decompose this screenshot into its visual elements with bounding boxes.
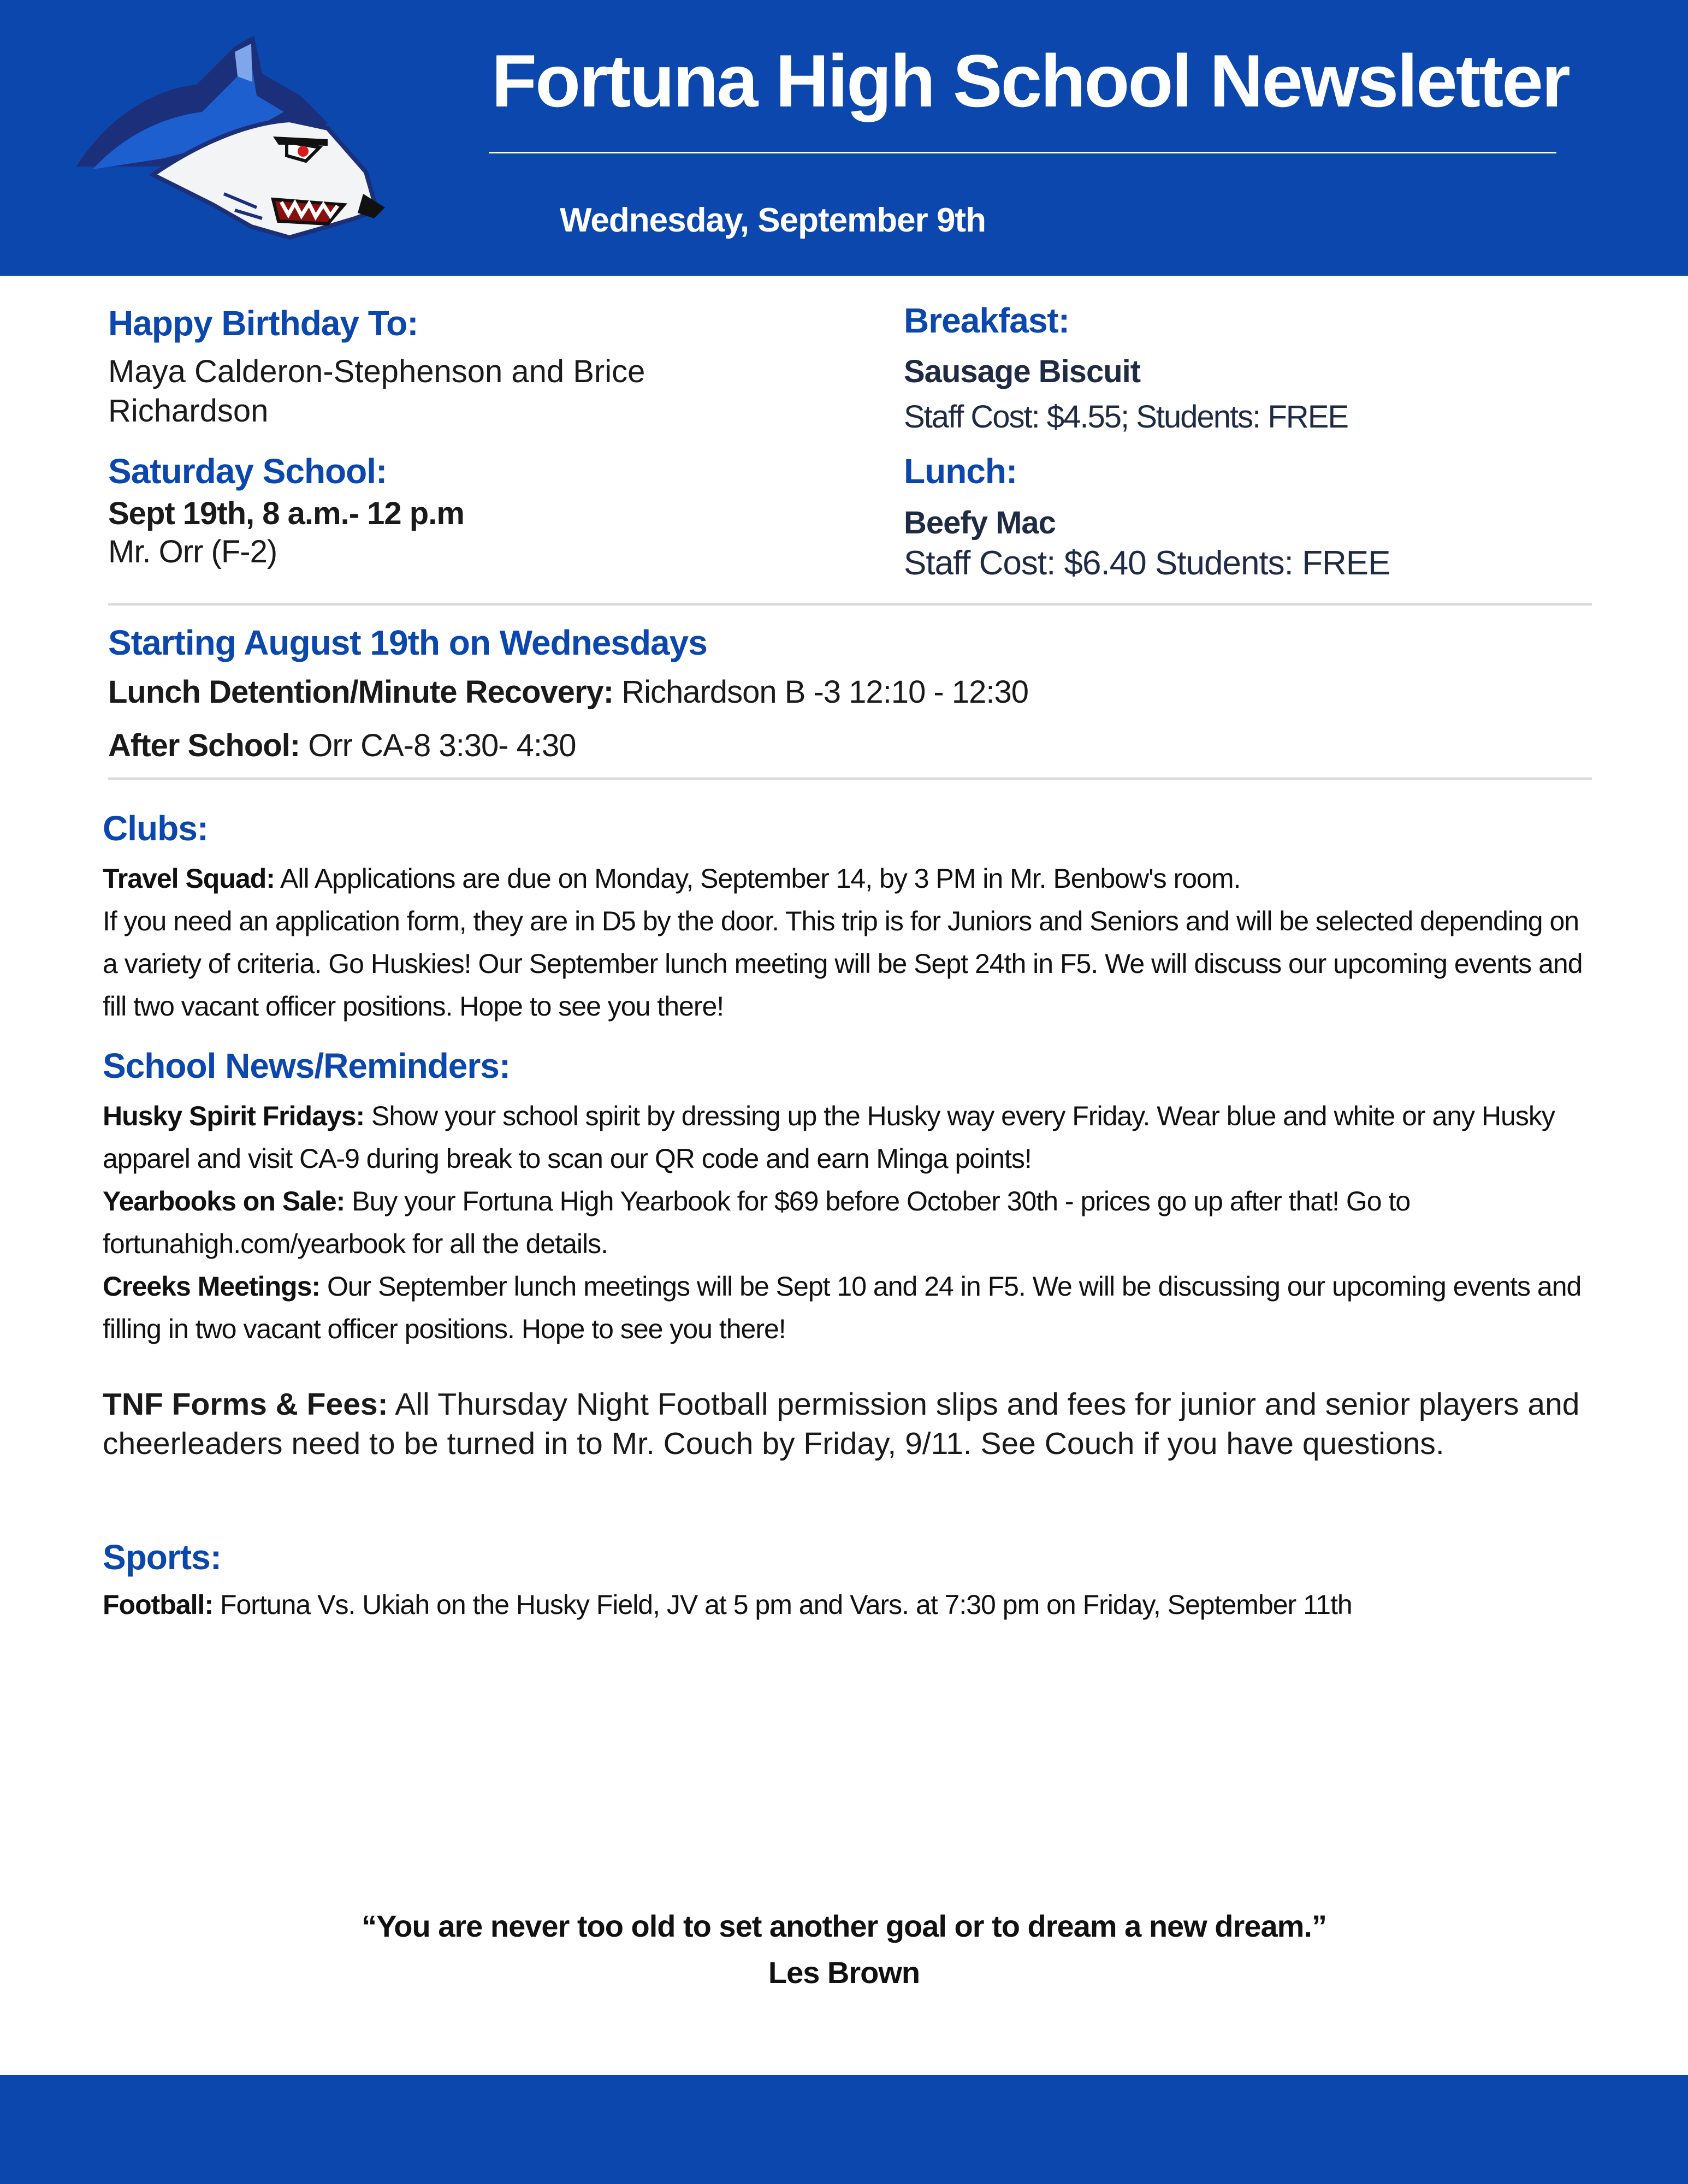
newsletter-date: Wednesday, September 9th (560, 201, 986, 239)
travel-squad-label: Travel Squad: (103, 863, 275, 894)
sports-heading: Sports: (103, 1538, 221, 1577)
spirit-fridays-text: Show your school spirit by dressing up the Husky way every Friday. Wear blue and white or any Husky apparel and visit CA-9 during break to scan our QR code and earn Minga points! (103, 1101, 1555, 1174)
lunch-cost: Staff Cost: $6.40 Students: FREE (904, 544, 1390, 582)
creeks-item (103, 1265, 1594, 1350)
football-label: Football: (103, 1589, 214, 1620)
football-item (103, 1583, 1594, 1626)
saturday-school-heading: Saturday School: (108, 452, 387, 491)
football-text: Fortuna Vs. Ukiah on the Husky Field, JV at 5 pm and Vars. at 7:30 pm on Friday, September 11th (213, 1589, 1352, 1620)
after-school-label: After School: (108, 728, 300, 763)
husky-mascot-logo (71, 30, 393, 248)
spirit-fridays-label: Husky Spirit Fridays: (103, 1101, 365, 1131)
after-school-text: Orr CA-8 3:30- 4:30 (300, 728, 576, 763)
quote-author: Les Brown (768, 1955, 920, 1990)
header-banner (0, 0, 1688, 276)
lunch-detention-text: Richardson B -3 12:10 - 12:30 (613, 674, 1029, 710)
birthday-names: Maya Calderon-Stephenson and Brice Richardson (108, 354, 645, 429)
breakfast-heading: Breakfast: (904, 301, 1070, 340)
spirit-fridays-item (103, 1095, 1594, 1180)
quote-text: “You are never too old to set another goal or to dream a new dream.” (362, 1909, 1326, 1943)
title-divider (489, 152, 1556, 153)
breakfast-item: Sausage Biscuit (904, 354, 1141, 389)
birthday-heading: Happy Birthday To: (108, 304, 418, 343)
section-divider-bottom (108, 778, 1592, 780)
creeks-text: Our September lunch meetings will be Sept 10 and 24 in F5. We will be discussing our upcoming events and filling in two vacant officer positions. Hope to see you there! (103, 1271, 1582, 1344)
travel-squad-text: All Applications are due on Monday, September 14, by 3 PM in Mr. Benbow's room. (274, 863, 1241, 894)
breakfast-cost: Staff Cost: $4.55; Students: FREE (904, 399, 1348, 435)
detention-heading: Starting August 19th on Wednesdays (108, 623, 707, 662)
clubs-heading: Clubs: (103, 809, 209, 848)
after-school-line (108, 726, 576, 765)
tnf-text: All Thursday Night Football permission slips and fees for junior and senior players and cheerleaders need to be turned in to Mr. Couch by Friday, 9/11. See Couch if you have questions. (103, 1387, 1580, 1461)
clubs-details: If you need an application form, they are in D5 by the door. This trip is for Juniors and Seniors and will be selected depending on a variety of criteria. Go Huskies! Our September lunch meeting will be Sept 24th in F5. We will discuss our upcoming events and fill two vacant officer positions. Hope to see you there! (103, 906, 1583, 1022)
yearbook-item (103, 1180, 1594, 1265)
section-divider-top (108, 603, 1592, 606)
clubs-body (103, 857, 1594, 1028)
lunch-item: Beefy Mac (904, 505, 1056, 541)
lunch-heading: Lunch: (904, 452, 1017, 491)
travel-squad-line (103, 857, 1594, 900)
lunch-detention-line (108, 673, 1028, 712)
school-news-body (103, 1095, 1594, 1350)
yearbook-label: Yearbooks on Sale: (103, 1186, 345, 1216)
tnf-item (103, 1385, 1599, 1463)
saturday-school-who: Mr. Orr (F-2) (108, 534, 277, 569)
school-news-heading: School News/Reminders: (103, 1046, 511, 1085)
yearbook-text: Buy your Fortuna High Yearbook for $69 before October 30th - prices go up after that! Go to fortunahigh.com/yearbook for all the details. (103, 1186, 1411, 1259)
lunch-detention-label: Lunch Detention/Minute Recovery: (108, 674, 614, 710)
tnf-label: TNF Forms & Fees: (103, 1387, 388, 1422)
footer-banner (0, 2075, 1688, 2184)
newsletter-title: Fortuna High School Newsletter (491, 39, 1569, 122)
saturday-school-when: Sept 19th, 8 a.m.- 12 p.m (108, 496, 464, 531)
creeks-label: Creeks Meetings: (103, 1271, 321, 1302)
